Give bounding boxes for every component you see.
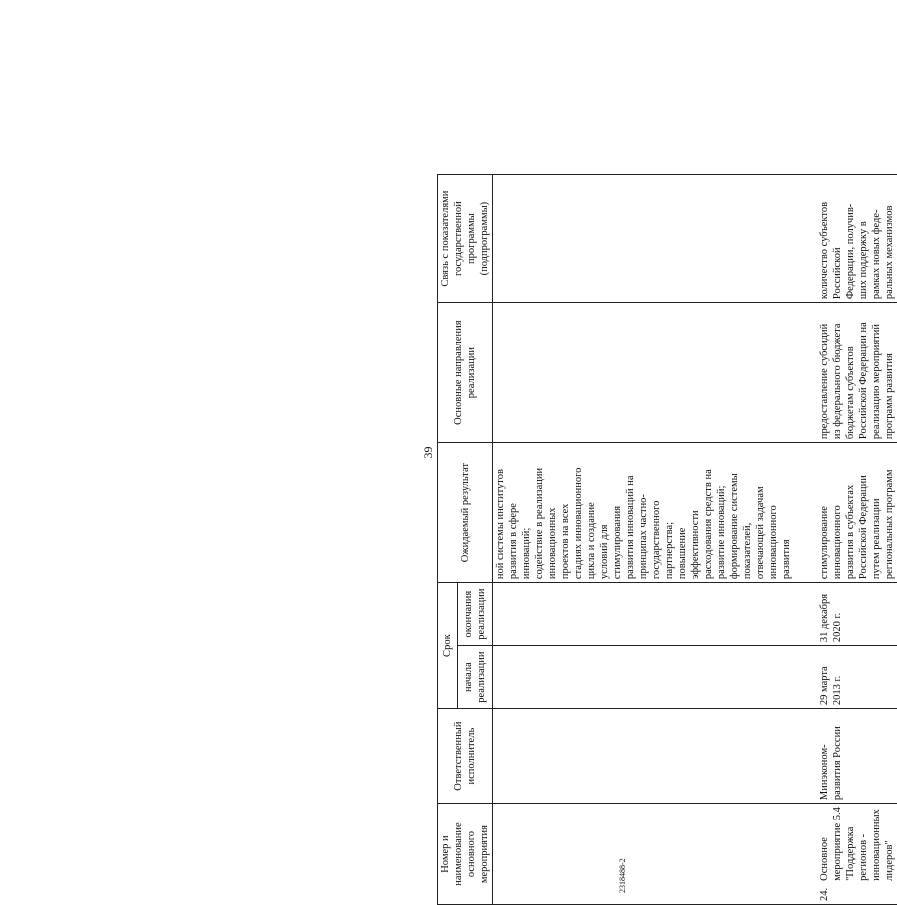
header-number-name: Номер и наименование основного мероприятия (438, 804, 493, 905)
row-directions: предоставление субсидий из федерального бюджета бюджетам субъектов Российской Федерации на реализацию мероприятий программ развития (817, 303, 897, 443)
row-indicator-link: количество субъектов Российской Федерации, получив- ших поддержку в рамках новых феде- ральных механизмов (817, 175, 897, 303)
program-measures-table (437, 174, 897, 905)
row-start-date: 29 марта 2013 г. (817, 646, 897, 709)
row-executor: Минэконом- развития России (817, 709, 897, 804)
header-directions: Основные направления реализации (438, 303, 493, 443)
row-measure-name: Основное мероприятие 5.4 "Поддержка регионов - инновационных лидеров" (819, 807, 895, 881)
header-result: Ожидаемый результат (438, 443, 493, 583)
header-start: начала реализации (457, 646, 492, 709)
row-number: 24. (817, 884, 897, 904)
document-code: 2318488-2 (618, 858, 627, 893)
row-expected-result: стимулирование инновационного развития в субъектах Российской Федерации путем реализации региональных программ (817, 443, 897, 583)
header-executor: Ответственный исполнитель (438, 709, 493, 804)
header-term: Срок (438, 583, 458, 709)
header-link: Связь с показателями государственной программы (подпрограммы) (438, 175, 493, 303)
page-number: 39 (421, 446, 435, 459)
row-end-date: 31 декабря 2020 г. (817, 583, 897, 646)
table-row-continuation (493, 175, 818, 905)
header-end: окончания реализации (457, 583, 492, 646)
table-row (817, 175, 897, 905)
continuation-result-text: ной системы институтов развития в сфере инноваций; содействие в реализации инновационных проектов на всех стадиях инновационного цикла и создание условий для стимулирования развития инноваций на принципах частно- государственного партнерства; повышение эффективности расходования средств на развитие инноваций; формирование системы показателей, отвечающей задачам инновационного развития (493, 443, 818, 583)
